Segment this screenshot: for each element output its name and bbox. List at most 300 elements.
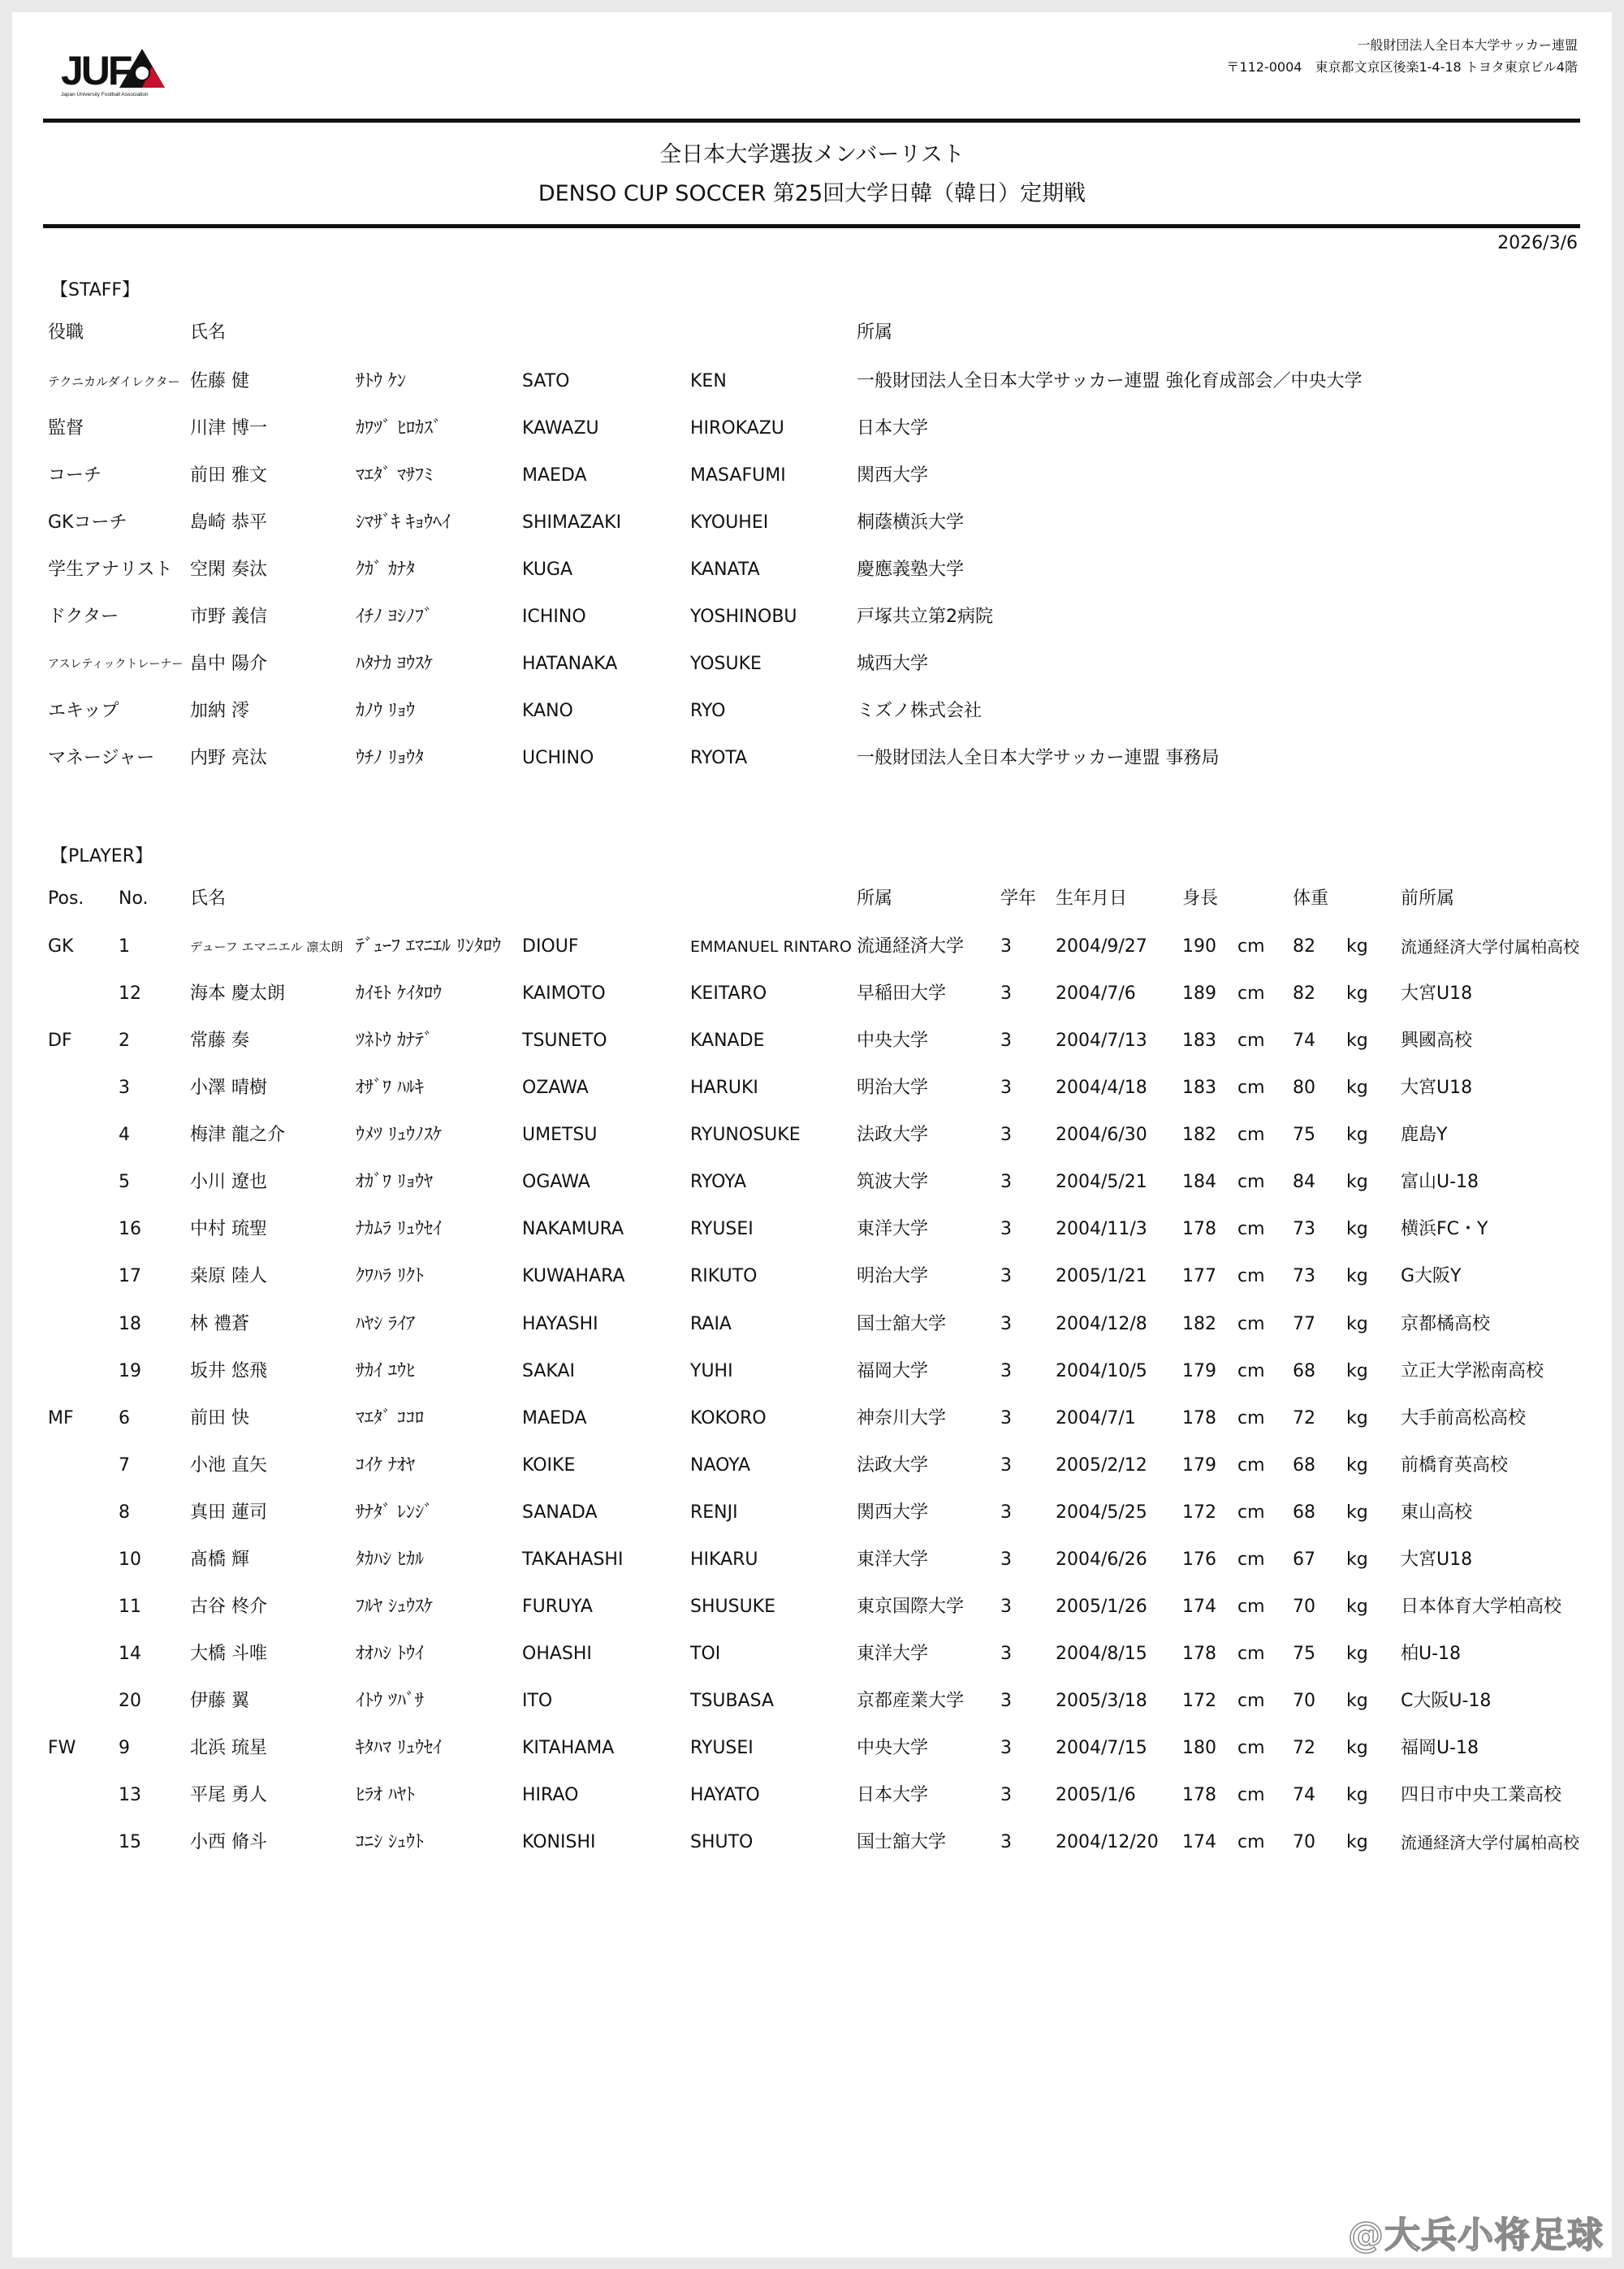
staff-family-name-roman: KANO [522, 701, 573, 721]
player-height-unit: cm [1237, 1266, 1265, 1287]
player-height-unit: cm [1237, 936, 1265, 957]
player-weight: 68 [1293, 1360, 1315, 1381]
staff-role: アスレティックトレーナー [48, 658, 184, 671]
player-birthdate: 2004/7/1 [1056, 1407, 1136, 1428]
staff-affiliation: 関西大学 [857, 465, 929, 486]
player-weight-unit: kg [1346, 1407, 1368, 1428]
player-given-name-roman: HARUKI [690, 1078, 758, 1099]
player-position: FW [48, 1738, 76, 1759]
player-birthdate: 2004/7/13 [1056, 1031, 1147, 1052]
player-grade: 3 [1000, 1407, 1012, 1428]
org-name: 一般財団法人全日本大学サッカー連盟 [1357, 37, 1578, 53]
player-family-name-roman: OZAWA [522, 1078, 589, 1099]
player-position: GK [48, 936, 74, 957]
player-height-unit: cm [1237, 1031, 1265, 1052]
player-height: 183 [1182, 1078, 1216, 1099]
player-previous-team: 大宮U18 [1401, 1549, 1473, 1570]
player-height: 182 [1182, 1125, 1216, 1146]
player-given-name-roman: KOKORO [690, 1407, 767, 1428]
player-height: 184 [1182, 1172, 1216, 1193]
player-given-name-roman: RYUNOSUKE [690, 1125, 801, 1146]
player-given-name-roman: HAYATO [690, 1785, 760, 1806]
player-family-name-roman: HIRAO [522, 1785, 579, 1806]
player-name-kanji: 林 禮蒼 [190, 1313, 249, 1334]
player-weight: 72 [1293, 1407, 1315, 1428]
player-weight: 68 [1293, 1454, 1315, 1476]
player-given-name-roman: RYUSEI [690, 1219, 754, 1240]
player-name-kanji: 中村 琉聖 [190, 1219, 267, 1240]
player-weight-unit: kg [1346, 1454, 1368, 1476]
player-university: 東洋大学 [857, 1644, 929, 1665]
jufa-logo [61, 45, 199, 97]
page-subtitle: DENSO CUP SOCCER 第25回大学日韓（韓日）定期戦 [538, 181, 1086, 206]
player-weight: 84 [1293, 1172, 1315, 1193]
svg-text:JUF: JUF [61, 48, 131, 93]
player-section-label: 【PLAYER】 [50, 846, 153, 867]
player-previous-team: 大宮U18 [1401, 1078, 1473, 1099]
player-university: 京都産業大学 [857, 1691, 965, 1712]
staff-family-name-roman: KUGA [522, 560, 573, 580]
player-previous-team: 鹿島Y [1401, 1125, 1448, 1146]
player-given-name-roman: HIKARU [690, 1549, 758, 1570]
player-weight-unit: kg [1346, 1691, 1368, 1712]
player-name-kanji: 伊藤 翼 [190, 1691, 249, 1712]
player-name-kanji: 小川 遼也 [190, 1172, 267, 1193]
org-address: 〒112-0004 東京都文京区後楽1-4-18 トヨタ東京ビル4階 [1226, 59, 1578, 75]
player-name-kanji: 坂井 悠飛 [190, 1360, 267, 1381]
player-grade: 3 [1000, 1360, 1012, 1381]
player-university: 法政大学 [857, 1454, 929, 1476]
player-weight: 67 [1293, 1549, 1315, 1570]
player-family-name-roman: NAKAMURA [522, 1219, 624, 1240]
player-previous-team: 四日市中央工業高校 [1401, 1785, 1562, 1806]
staff-role: ドクター [48, 607, 119, 627]
player-name-kana: ﾋﾗｵ ﾊﾔﾄ [356, 1785, 415, 1806]
player-name-kanji: 前田 快 [190, 1407, 249, 1428]
player-height-unit: cm [1237, 1785, 1265, 1806]
player-height-unit: cm [1237, 1644, 1265, 1665]
player-height-unit: cm [1237, 1549, 1265, 1570]
player-university: 福岡大学 [857, 1360, 929, 1381]
player-previous-team: 福岡U-18 [1401, 1738, 1479, 1759]
staff-name-kana: ｶﾜﾂﾞ ﾋﾛｶｽﾞ [356, 418, 442, 439]
player-birthdate: 2004/5/21 [1056, 1172, 1147, 1193]
player-family-name-roman: SAKAI [522, 1360, 576, 1381]
player-given-name-roman: RIKUTO [690, 1266, 758, 1287]
player-previous-team: 横浜FC・Y [1401, 1219, 1488, 1240]
staff-name-kanji: 空閑 奏汰 [190, 560, 267, 580]
player-university: 関西大学 [857, 1502, 929, 1523]
player-birthdate: 2004/5/25 [1056, 1502, 1147, 1523]
player-header-birthdate: 生年月日 [1056, 888, 1128, 909]
player-height: 172 [1182, 1502, 1216, 1523]
staff-name-kana: ｸｶﾞ ｶﾅﾀ [356, 560, 415, 580]
player-family-name-roman: UMETSU [522, 1125, 598, 1146]
player-weight-unit: kg [1346, 1031, 1368, 1052]
staff-affiliation: 日本大学 [857, 418, 929, 439]
player-previous-team: 富山U-18 [1401, 1172, 1479, 1193]
staff-role: 監督 [48, 418, 84, 439]
player-header-university: 所属 [857, 888, 893, 909]
player-weight-unit: kg [1346, 1078, 1368, 1099]
player-height-unit: cm [1237, 1219, 1265, 1240]
player-weight-unit: kg [1346, 1549, 1368, 1570]
player-name-kana: ｲﾄｳ ﾂﾊﾞｻ [356, 1691, 424, 1712]
staff-role: GKコーチ [48, 512, 127, 533]
player-position: MF [48, 1407, 74, 1428]
player-height-unit: cm [1237, 1454, 1265, 1476]
player-grade: 3 [1000, 1785, 1012, 1806]
player-height: 183 [1182, 1031, 1216, 1052]
player-previous-team: 興國高校 [1401, 1031, 1473, 1052]
staff-name-kanji: 佐藤 健 [190, 371, 249, 391]
staff-name-kanji: 市野 義信 [190, 607, 267, 627]
staff-family-name-roman: SATO [522, 371, 570, 391]
player-family-name-roman: KITAHAMA [522, 1738, 615, 1759]
player-previous-team: 流通経済大学付属柏高校 [1401, 937, 1579, 957]
player-family-name-roman: TAKAHASHI [522, 1549, 624, 1570]
player-number: 9 [119, 1738, 130, 1759]
player-position: DF [48, 1031, 72, 1052]
player-grade: 3 [1000, 1454, 1012, 1476]
player-name-kana: ｵｵﾊｼ ﾄｳｲ [356, 1644, 424, 1665]
player-grade: 3 [1000, 983, 1012, 1005]
staff-name-kanji: 畠中 陽介 [190, 654, 267, 674]
player-previous-team: 柏U-18 [1401, 1644, 1462, 1665]
player-number: 15 [119, 1832, 141, 1853]
player-birthdate: 2004/11/3 [1056, 1219, 1147, 1240]
player-name-kanji: 大橋 斗唯 [190, 1644, 267, 1665]
player-grade: 3 [1000, 1266, 1012, 1287]
player-name-kanji: 小西 脩斗 [190, 1832, 267, 1853]
player-height: 180 [1182, 1738, 1216, 1759]
player-name-kana: ﾌﾙﾔ ｼｭｳｽｹ [356, 1596, 433, 1617]
player-family-name-roman: MAEDA [522, 1407, 587, 1428]
staff-affiliation: ミズノ株式会社 [857, 701, 983, 721]
weibo-watermark: @大兵小将足球 [1348, 2215, 1604, 2256]
player-name-kanji: 北浜 琉星 [190, 1738, 267, 1759]
staff-name-kanji: 前田 雅文 [190, 465, 267, 486]
player-family-name-roman: KUWAHARA [522, 1266, 625, 1287]
player-height: 178 [1182, 1219, 1216, 1240]
player-given-name-roman: TSUBASA [690, 1691, 775, 1712]
player-weight-unit: kg [1346, 1502, 1368, 1523]
player-name-kana: ﾂﾈﾄｳ ｶﾅﾃﾞ [356, 1031, 433, 1052]
player-family-name-roman: KOIKE [522, 1454, 576, 1476]
player-grade: 3 [1000, 1172, 1012, 1193]
player-birthdate: 2004/9/27 [1056, 936, 1147, 957]
player-previous-team: C大阪U-18 [1401, 1691, 1492, 1712]
player-number: 1 [119, 936, 130, 957]
player-number: 8 [119, 1502, 130, 1523]
player-given-name-roman: RAIA [690, 1313, 732, 1334]
player-height: 178 [1182, 1785, 1216, 1806]
staff-role: マネージャー [48, 748, 155, 768]
player-name-kana: ｷﾀﾊﾏ ﾘｭｳｾｲ [356, 1738, 442, 1759]
player-number: 16 [119, 1219, 141, 1240]
player-previous-team: 京都橘高校 [1401, 1313, 1491, 1334]
player-height-unit: cm [1237, 1172, 1265, 1193]
player-header-position: Pos. [48, 888, 84, 909]
player-given-name-roman: TOI [690, 1644, 721, 1665]
svg-text:Japan University Football Asso: Japan University Football Association [61, 92, 149, 97]
player-weight-unit: kg [1346, 936, 1368, 957]
player-university: 流通経済大学 [857, 936, 965, 957]
staff-family-name-roman: SHIMAZAKI [522, 512, 622, 533]
player-weight-unit: kg [1346, 1596, 1368, 1617]
player-weight: 72 [1293, 1738, 1315, 1759]
player-height: 190 [1182, 936, 1216, 957]
staff-name-kana: ｲﾁﾉ ﾖｼﾉﾌﾞ [356, 607, 433, 627]
player-university: 神奈川大学 [857, 1407, 947, 1428]
player-family-name-roman: TSUNETO [522, 1031, 607, 1052]
player-grade: 3 [1000, 1549, 1012, 1570]
player-number: 20 [119, 1691, 141, 1712]
player-birthdate: 2004/10/5 [1056, 1360, 1147, 1381]
staff-affiliation: 桐蔭横浜大学 [857, 512, 965, 533]
staff-given-name-roman: YOSUKE [690, 654, 762, 674]
staff-role: テクニカルダイレクター [48, 374, 180, 389]
player-height-unit: cm [1237, 1078, 1265, 1099]
player-family-name-roman: KONISHI [522, 1832, 596, 1853]
player-university: 中央大学 [857, 1031, 929, 1052]
staff-affiliation: 城西大学 [857, 654, 929, 674]
staff-given-name-roman: KYOUHEI [690, 512, 769, 533]
player-name-kanji: 小澤 晴樹 [190, 1078, 267, 1099]
player-name-kana: ｶｲﾓﾄ ｹｲﾀﾛｳ [356, 983, 442, 1005]
player-weight-unit: kg [1346, 1360, 1368, 1381]
player-previous-team: 立正大学淞南高校 [1401, 1360, 1544, 1381]
player-weight: 73 [1293, 1219, 1315, 1240]
player-header-weight: 体重 [1293, 888, 1329, 909]
staff-family-name-roman: MAEDA [522, 465, 587, 486]
staff-section-label: 【STAFF】 [50, 280, 140, 300]
player-weight-unit: kg [1346, 1266, 1368, 1287]
player-grade: 3 [1000, 1832, 1012, 1853]
player-previous-team: 前橋育英高校 [1401, 1454, 1509, 1476]
player-university: 東京国際大学 [857, 1596, 965, 1617]
player-weight: 70 [1293, 1691, 1315, 1712]
player-number: 6 [119, 1407, 130, 1428]
player-university: 早稲田大学 [857, 983, 947, 1005]
header-divider [43, 224, 1580, 228]
player-weight: 74 [1293, 1031, 1315, 1052]
staff-role: コーチ [48, 465, 102, 486]
player-height-unit: cm [1237, 1691, 1265, 1712]
player-university: 明治大学 [857, 1078, 929, 1099]
player-name-kanji: 桒原 陸人 [190, 1266, 267, 1287]
player-name-kana: ﾊﾔｼ ﾗｲｱ [356, 1313, 415, 1334]
staff-affiliation: 戸塚共立第2病院 [857, 607, 993, 627]
staff-family-name-roman: KAWAZU [522, 418, 599, 439]
player-name-kana: ｻﾅﾀﾞ ﾚﾝｼﾞ [356, 1502, 433, 1523]
player-birthdate: 2004/7/6 [1056, 983, 1136, 1005]
player-height-unit: cm [1237, 1832, 1265, 1853]
player-number: 18 [119, 1313, 141, 1334]
player-birthdate: 2005/1/26 [1056, 1596, 1147, 1617]
player-university: 明治大学 [857, 1266, 929, 1287]
staff-family-name-roman: UCHINO [522, 748, 594, 768]
player-birthdate: 2004/12/20 [1056, 1832, 1159, 1853]
player-height-unit: cm [1237, 983, 1265, 1005]
player-weight-unit: kg [1346, 1644, 1368, 1665]
player-university: 東洋大学 [857, 1219, 929, 1240]
document-date: 2026/3/6 [1497, 233, 1578, 253]
player-weight: 80 [1293, 1078, 1315, 1099]
player-previous-team: G大阪Y [1401, 1266, 1462, 1287]
staff-name-kanji: 内野 亮汰 [190, 748, 267, 768]
player-height: 174 [1182, 1596, 1216, 1617]
player-number: 14 [119, 1644, 141, 1665]
player-number: 19 [119, 1360, 141, 1381]
player-weight: 70 [1293, 1596, 1315, 1617]
player-height: 179 [1182, 1454, 1216, 1476]
player-birthdate: 2004/12/8 [1056, 1313, 1147, 1334]
player-birthdate: 2005/3/18 [1056, 1691, 1147, 1712]
player-birthdate: 2005/1/6 [1056, 1785, 1136, 1806]
player-header-previous-team: 前所属 [1401, 888, 1455, 909]
player-height: 176 [1182, 1549, 1216, 1570]
player-name-kanji: 梅津 龍之介 [190, 1125, 285, 1146]
player-grade: 3 [1000, 1644, 1012, 1665]
player-weight: 74 [1293, 1785, 1315, 1806]
player-previous-team: 大宮U18 [1401, 983, 1473, 1005]
player-weight: 75 [1293, 1125, 1315, 1146]
player-given-name-roman: EMMANUEL RINTARO [690, 938, 852, 956]
player-name-kana: ﾀｶﾊｼ ﾋｶﾙ [356, 1549, 424, 1570]
player-university: 国士舘大学 [857, 1313, 947, 1334]
staff-role: エキップ [48, 701, 119, 721]
player-grade: 3 [1000, 1313, 1012, 1334]
staff-given-name-roman: YOSHINOBU [690, 607, 797, 627]
player-university: 日本大学 [857, 1785, 929, 1806]
player-height: 172 [1182, 1691, 1216, 1712]
player-name-kanji: 小池 直矢 [190, 1454, 267, 1476]
player-number: 5 [119, 1172, 130, 1193]
player-name-kanji: 常藤 奏 [190, 1031, 249, 1052]
staff-role: 学生アナリスト [48, 560, 173, 580]
player-name-kana: ﾏｴﾀﾞ ｺｺﾛ [356, 1407, 424, 1428]
player-name-kana: ﾃﾞｭｰﾌ ｴﾏﾆｴﾙ ﾘﾝﾀﾛｳ [356, 936, 501, 957]
player-name-kanji: デューフ エマニエル 凛太朗 [190, 940, 343, 954]
top-divider [43, 119, 1580, 123]
player-grade: 3 [1000, 1078, 1012, 1099]
player-name-kana: ｸﾜﾊﾗ ﾘｸﾄ [356, 1266, 424, 1287]
staff-family-name-roman: ICHINO [522, 607, 586, 627]
player-name-kanji: 平尾 勇人 [190, 1785, 267, 1806]
staff-given-name-roman: RYO [690, 701, 726, 721]
player-weight-unit: kg [1346, 1172, 1368, 1193]
player-name-kanji: 古谷 柊介 [190, 1596, 267, 1617]
player-number: 7 [119, 1454, 130, 1476]
player-birthdate: 2004/6/26 [1056, 1549, 1147, 1570]
player-height-unit: cm [1237, 1738, 1265, 1759]
player-header-number: No. [119, 888, 149, 909]
player-family-name-roman: HAYASHI [522, 1313, 598, 1334]
player-number: 11 [119, 1596, 141, 1617]
staff-family-name-roman: HATANAKA [522, 654, 618, 674]
player-previous-team: 日本体育大学柏高校 [1401, 1596, 1562, 1617]
player-university: 中央大学 [857, 1738, 929, 1759]
player-birthdate: 2004/4/18 [1056, 1078, 1147, 1099]
player-grade: 3 [1000, 1738, 1012, 1759]
player-given-name-roman: KEITARO [690, 983, 767, 1005]
player-name-kanji: 真田 蓮司 [190, 1502, 267, 1523]
player-family-name-roman: KAIMOTO [522, 983, 606, 1005]
staff-given-name-roman: KEN [690, 371, 727, 391]
player-height: 179 [1182, 1360, 1216, 1381]
player-name-kanji: 髙橋 輝 [190, 1549, 249, 1570]
player-name-kana: ｺｲｹ ﾅｵﾔ [356, 1454, 415, 1476]
player-height: 178 [1182, 1407, 1216, 1428]
player-weight: 75 [1293, 1644, 1315, 1665]
player-height: 182 [1182, 1313, 1216, 1334]
player-height: 177 [1182, 1266, 1216, 1287]
player-university: 法政大学 [857, 1125, 929, 1146]
player-family-name-roman: OGAWA [522, 1172, 590, 1193]
player-given-name-roman: RENJI [690, 1502, 738, 1523]
player-number: 13 [119, 1785, 141, 1806]
player-birthdate: 2004/7/15 [1056, 1738, 1147, 1759]
staff-header-name-kanji: 氏名 [190, 322, 227, 343]
player-grade: 3 [1000, 1125, 1012, 1146]
player-height-unit: cm [1237, 1407, 1265, 1428]
player-number: 3 [119, 1078, 130, 1099]
player-grade: 3 [1000, 936, 1012, 957]
staff-header-affiliation: 所属 [857, 322, 893, 343]
staff-given-name-roman: KANATA [690, 560, 760, 580]
player-birthdate: 2005/1/21 [1056, 1266, 1147, 1287]
staff-affiliation: 一般財団法人全日本大学サッカー連盟 事務局 [857, 748, 1220, 768]
player-height: 174 [1182, 1832, 1216, 1853]
player-header-name-kanji: 氏名 [190, 888, 227, 909]
player-given-name-roman: SHUSUKE [690, 1596, 776, 1617]
player-weight: 82 [1293, 936, 1315, 957]
player-weight-unit: kg [1346, 1125, 1368, 1146]
staff-given-name-roman: HIROKAZU [690, 418, 784, 439]
player-number: 2 [119, 1031, 130, 1052]
player-family-name-roman: SANADA [522, 1502, 598, 1523]
player-number: 10 [119, 1549, 141, 1570]
player-weight-unit: kg [1346, 1738, 1368, 1759]
player-family-name-roman: DIOUF [522, 936, 579, 957]
staff-name-kana: ﾊﾀﾅｶ ﾖｳｽｹ [356, 654, 433, 674]
player-given-name-roman: KANADE [690, 1031, 765, 1052]
player-family-name-roman: FURUYA [522, 1596, 593, 1617]
player-birthdate: 2004/8/15 [1056, 1644, 1147, 1665]
player-weight-unit: kg [1346, 1219, 1368, 1240]
staff-name-kanji: 島崎 恭平 [190, 512, 267, 533]
player-grade: 3 [1000, 1219, 1012, 1240]
player-height: 189 [1182, 983, 1216, 1005]
player-birthdate: 2005/2/12 [1056, 1454, 1147, 1476]
player-name-kana: ｺﾆｼ ｼｭｳﾄ [356, 1832, 424, 1853]
player-height: 178 [1182, 1644, 1216, 1665]
player-grade: 3 [1000, 1691, 1012, 1712]
player-previous-team: 大手前高松高校 [1401, 1407, 1527, 1428]
player-weight-unit: kg [1346, 983, 1368, 1005]
staff-header-role: 役職 [48, 322, 84, 343]
page-title: 全日本大学選抜メンバーリスト [659, 142, 965, 167]
staff-affiliation: 慶應義塾大学 [857, 560, 965, 580]
player-university: 国士舘大学 [857, 1832, 947, 1853]
player-weight: 68 [1293, 1502, 1315, 1523]
player-previous-team: 東山高校 [1401, 1502, 1473, 1523]
player-family-name-roman: ITO [522, 1691, 553, 1712]
staff-name-kana: ｼﾏｻﾞｷ ｷｮｳﾍｲ [356, 512, 451, 533]
player-header-height: 身長 [1182, 888, 1219, 909]
staff-affiliation: 一般財団法人全日本大学サッカー連盟 強化育成部会／中央大学 [857, 371, 1363, 391]
